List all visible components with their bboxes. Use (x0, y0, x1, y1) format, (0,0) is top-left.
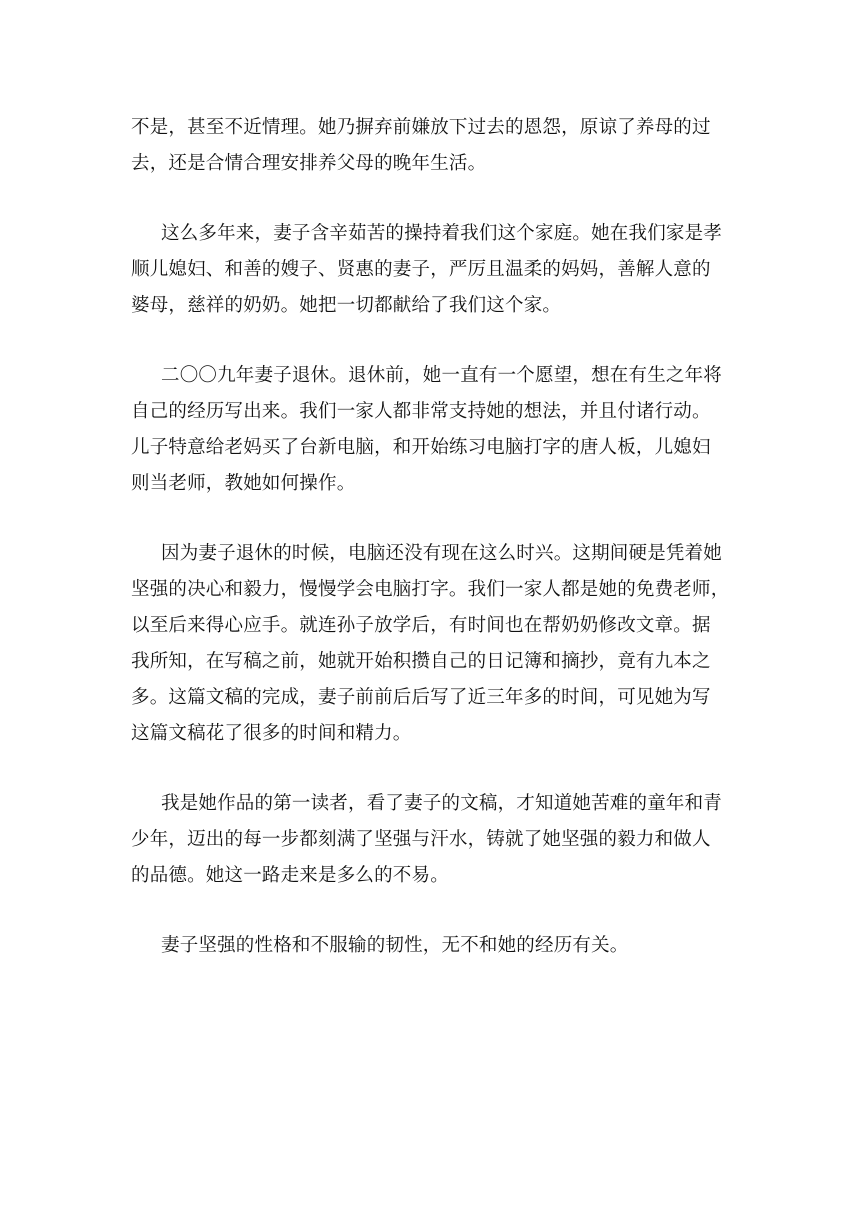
text-line: 二〇〇九年妻子退休。退休前，她一直有一个愿望，想在有生之年将 (161, 365, 723, 386)
text-line: 因为妻子退休的时候，电脑还没有现在这么时兴。这期间硬是凭着她 (161, 543, 723, 564)
text-line: 不是，甚至不近情理。她乃摒弃前嫌放下过去的恩怨，原谅了养母的过 (131, 117, 711, 138)
text-line: 儿子特意给老妈买了台新电脑，和开始练习电脑打字的唐人板，儿媳妇 (131, 437, 711, 458)
text-line: 这么多年来，妻子含辛茹苦的操持着我们这个家庭。她在我们家是孝 (161, 223, 723, 244)
text-line: 婆母，慈祥的奶奶。她把一切都献给了我们这个家。 (131, 295, 562, 316)
text-line: 妻子坚强的性格和不服输的韧性，无不和她的经历有关。 (161, 935, 629, 956)
text-line: 以至后来得心应手。就连孙子放学后，有时间也在帮奶奶修改文章。据 (131, 615, 711, 636)
paragraph-1 (131, 110, 731, 182)
paragraph-3 (131, 358, 731, 502)
text-line: 顺儿媳妇、和善的嫂子、贤惠的妻子，严厉且温柔的妈妈，善解人意的 (131, 259, 711, 280)
text-line: 坚强的决心和毅力，慢慢学会电脑打字。我们一家人都是她的免费老师， (131, 579, 730, 600)
document-body (131, 110, 731, 964)
paragraph-2 (131, 216, 731, 324)
text-line: 去，还是合情合理安排养父母的晚年生活。 (131, 153, 487, 174)
text-line: 少年，迈出的每一步都刻满了坚强与汗水，铸就了她坚强的毅力和做人 (131, 829, 711, 850)
paragraph-4 (131, 536, 731, 752)
text-line: 我所知，在写稿之前，她就开始积攒自己的日记簿和摘抄，竟有九本之 (131, 651, 711, 672)
paragraph-5 (131, 786, 731, 894)
text-line: 则当老师，教她如何操作。 (131, 473, 356, 494)
paragraph-6 (131, 928, 731, 964)
text-line: 自己的经历写出来。我们一家人都非常支持她的想法，并且付诸行动。 (131, 401, 711, 422)
text-line: 我是她作品的第一读者，看了妻子的文稿，才知道她苦难的童年和青 (161, 793, 723, 814)
text-line: 多。这篇文稿的完成，妻子前前后后写了近三年多的时间，可见她为写 (131, 687, 711, 708)
text-line: 的品德。她这一路走来是多么的不易。 (131, 865, 449, 886)
text-line: 这篇文稿花了很多的时间和精力。 (131, 723, 412, 744)
